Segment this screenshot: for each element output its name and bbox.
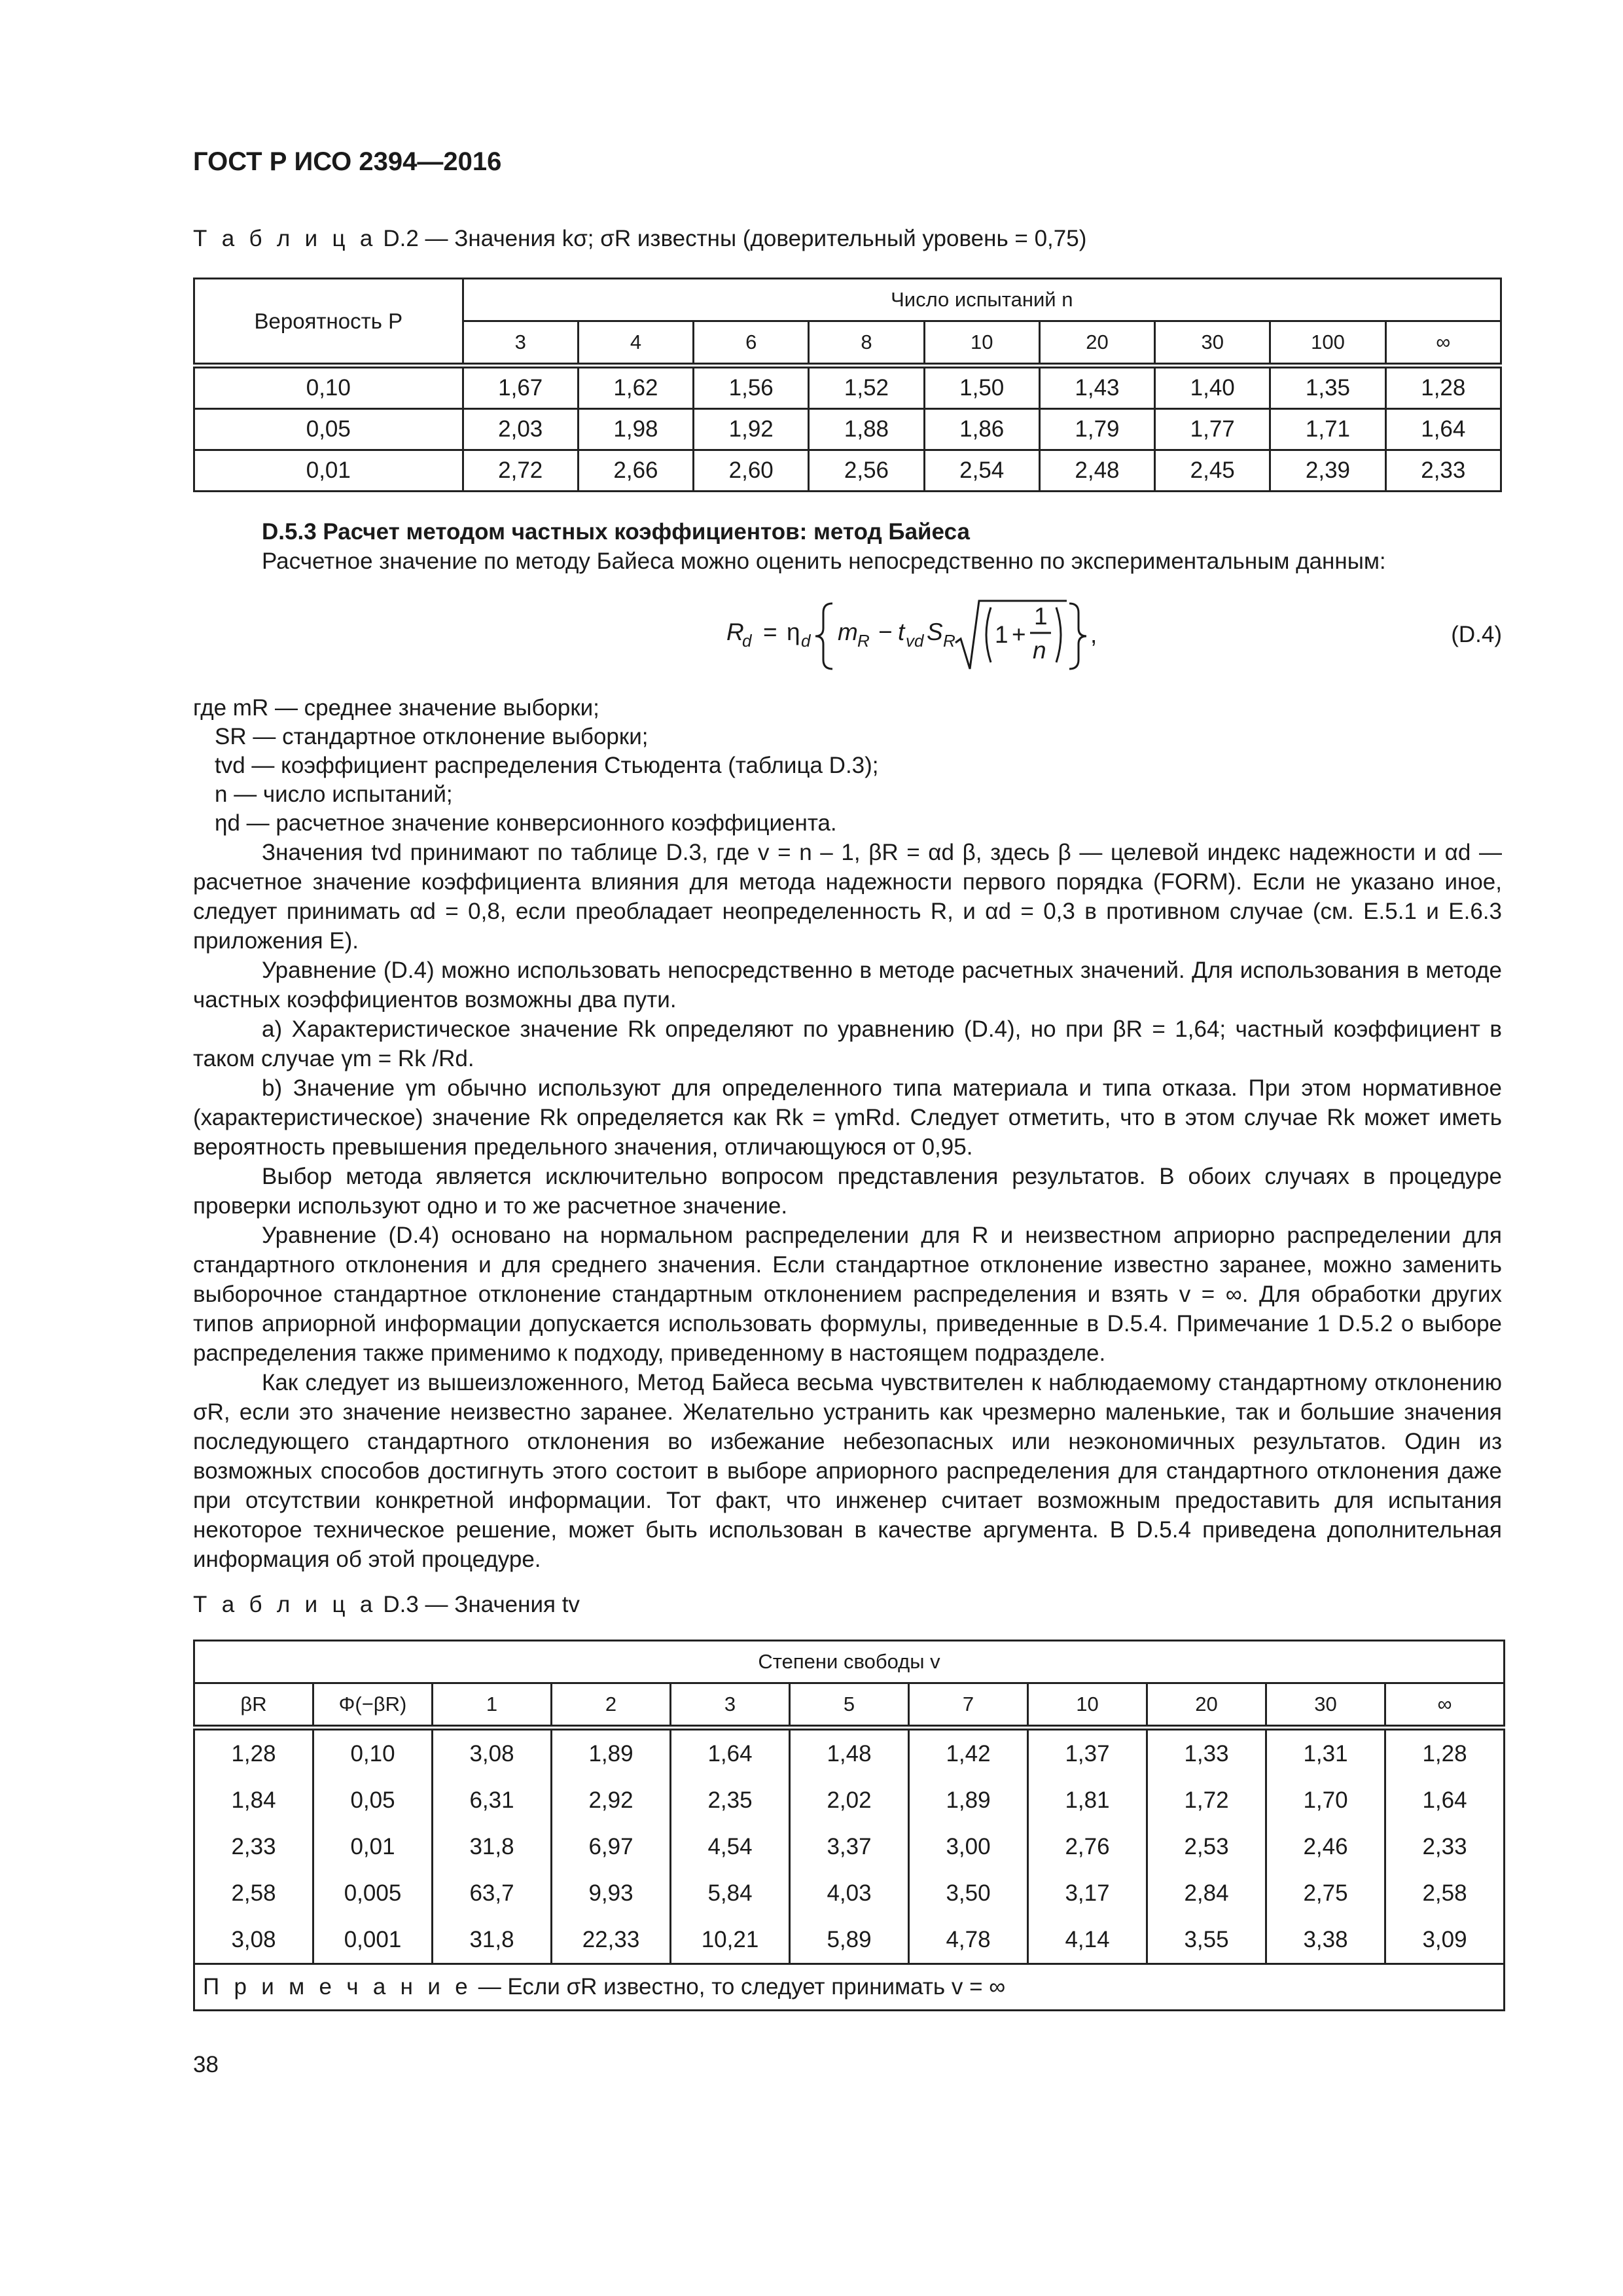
value-cell: 6,97 (552, 1823, 671, 1870)
svg-text:d: d (742, 631, 752, 651)
column-header: 3 (671, 1683, 790, 1728)
header-degrees-of-freedom: Степени свободы v (194, 1641, 1505, 1683)
svg-text:=: = (763, 619, 777, 645)
value-cell: 63,7 (433, 1870, 552, 1916)
value-cell: 22,33 (552, 1916, 671, 1964)
value-cell: 5,89 (790, 1916, 909, 1964)
column-header: 20 (1147, 1683, 1266, 1728)
paragraph: b) Значение γm обычно используют для определенного типа материала и типа отказа. При этом нормативное (характеристическое) значение Rk определяется как Rk = γmRd. Следует отметить, что в этом случае Rk может иметь вероятность превышения предельного значения, отличающуюся от 0,95. (193, 1075, 1502, 1160)
caption-text: D.2 — Значения kσ; σR известны (доверительный уровень = 0,75) (383, 226, 1087, 251)
definition-item: n — число испытаний; (215, 781, 453, 807)
value-cell: 1,28 (1385, 1728, 1505, 1778)
value-cell: 2,58 (1385, 1870, 1505, 1916)
value-cell: 5,84 (671, 1870, 790, 1916)
table-row (194, 1777, 1505, 1823)
value-cell: 1,35 (1270, 366, 1385, 409)
svg-text:t: t (898, 619, 905, 645)
value-cell: 1,67 (463, 366, 578, 409)
paragraph: a) Характеристическое значение Rk определяют по уравнению (D.4), но при βR = 1,64; частный коэффициент в таком случае γm = Rk /Rd. (193, 1016, 1502, 1071)
probability-cell: 0,01 (194, 450, 463, 492)
value-cell: 3,08 (433, 1728, 552, 1778)
value-cell: 2,75 (1266, 1870, 1385, 1916)
formula-graphic (726, 589, 1502, 681)
definition-item: SR — стандартное отклонение выборки; (215, 724, 649, 749)
value-cell: 1,79 (1039, 409, 1154, 450)
value-cell: 2,60 (694, 450, 809, 492)
caption-prefix: Т а б л и ц а (193, 226, 377, 251)
column-header: 10 (924, 321, 1039, 366)
svg-text:m: m (838, 619, 858, 645)
value-cell: 2,66 (578, 450, 693, 492)
column-header: 30 (1266, 1683, 1385, 1728)
value-cell: 31,8 (433, 1823, 552, 1870)
svg-text:1: 1 (1034, 603, 1048, 630)
value-cell: 1,43 (1039, 366, 1154, 409)
paragraph: Уравнение (D.4) основано на нормальном распределении для R и неизвестном априорно распределении для стандартного отклонения и для среднего значения. Если стандартное отклонение известно заранее, можно заменить выборочное стандартное отклонение стандартным отклонением распределения и взять v = ∞. Для обработки других типов априорной информации допускается использовать формулы, приведенные в D.5.4. Примечание 1 D.5.2 о выборе распределения также применимо к подходу, приведенному в настоящем подразделе. (193, 1223, 1502, 1366)
header-trials: Число испытаний n (463, 279, 1501, 321)
value-cell: 4,78 (909, 1916, 1028, 1964)
value-cell: 3,55 (1147, 1916, 1266, 1964)
note-text: — Если σR известно, то следует принимать v = ∞ (478, 1974, 1006, 2000)
value-cell: 1,33 (1147, 1728, 1266, 1778)
value-cell: 31,8 (433, 1916, 552, 1964)
value-cell: 2,92 (552, 1777, 671, 1823)
column-header: ∞ (1385, 321, 1501, 366)
value-cell: 2,03 (463, 409, 578, 450)
value-cell: 3,37 (790, 1823, 909, 1870)
formula-d4 (726, 589, 1502, 681)
value-cell: 2,84 (1147, 1870, 1266, 1916)
value-cell: 1,81 (1028, 1777, 1147, 1823)
definition-item: tvd — коэффициент распределения Стьюдента (таблица D.3); (215, 753, 879, 778)
value-cell: 2,46 (1266, 1823, 1385, 1870)
body-paragraphs (193, 838, 1502, 1574)
svg-text:+: + (1012, 621, 1026, 648)
column-header: 10 (1028, 1683, 1147, 1728)
value-cell: 1,64 (1385, 1777, 1505, 1823)
beta-cell: 1,28 (194, 1728, 313, 1778)
value-cell: 2,35 (671, 1777, 790, 1823)
svg-text:S: S (927, 619, 943, 645)
column-header: 20 (1039, 321, 1154, 366)
paragraph: Как следует из вышеизложенного, Метод Байеса весьма чувствителен к наблюдаемому стандартному отклонению σR, если это значение неизвестно заранее. Желательно устранить как чрезмерно маленькие, так и большие значения последующего стандартного отклонения во избежание небезопасных или неэкономичных результатов. Один из возможных способов достигнуть этого состоит в выборе априорного распределения для стандартного отклонения даже при отсутствии конкретной информации. Тот факт, что инженер считает возможным предоставить для испытания некоторое техническое решение, может быть использован в качестве аргумента. В D.5.4 приведена дополнительная информация об этой процедуре. (193, 1370, 1502, 1572)
table-row (194, 1870, 1505, 1916)
value-cell: 1,42 (909, 1728, 1028, 1778)
value-cell: 1,72 (1147, 1777, 1266, 1823)
table-row (194, 1823, 1505, 1870)
table-row (194, 1916, 1505, 1964)
value-cell: 1,86 (924, 409, 1039, 450)
column-header: 7 (909, 1683, 1028, 1728)
header-phi: Φ(−βR) (313, 1683, 433, 1728)
phi-cell: 0,01 (313, 1823, 433, 1870)
column-header: 1 (433, 1683, 552, 1728)
value-cell: 2,54 (924, 450, 1039, 492)
value-cell: 2,45 (1155, 450, 1270, 492)
table-d3 (193, 1640, 1505, 2011)
column-header: 6 (694, 321, 809, 366)
column-header: 100 (1270, 321, 1385, 366)
value-cell: 2,72 (463, 450, 578, 492)
column-header: 4 (578, 321, 693, 366)
svg-text:,: , (1090, 621, 1097, 648)
paragraph: Выбор метода является исключительно вопросом представления результатов. В обоих случаях в процедуре проверки используют одно и то же расчетное значение. (193, 1164, 1502, 1219)
table-row (194, 1728, 1505, 1778)
value-cell: 3,09 (1385, 1916, 1505, 1964)
value-cell: 2,02 (790, 1777, 909, 1823)
value-cell: 10,21 (671, 1916, 790, 1964)
svg-text:R: R (726, 619, 744, 645)
svg-text:R: R (943, 631, 955, 651)
column-header: 5 (790, 1683, 909, 1728)
value-cell: 1,92 (694, 409, 809, 450)
value-cell: 1,77 (1155, 409, 1270, 450)
definition-item: где mR — среднее значение выборки; (193, 695, 599, 721)
value-cell: 9,93 (552, 1870, 671, 1916)
probability-cell: 0,05 (194, 409, 463, 450)
value-cell: 1,89 (552, 1728, 671, 1778)
value-cell: 2,76 (1028, 1823, 1147, 1870)
value-cell: 1,48 (790, 1728, 909, 1778)
value-cell: 1,70 (1266, 1777, 1385, 1823)
beta-cell: 2,33 (194, 1823, 313, 1870)
phi-cell: 0,10 (313, 1728, 433, 1778)
value-cell: 1,52 (809, 366, 924, 409)
phi-cell: 0,005 (313, 1870, 433, 1916)
probability-cell: 0,10 (194, 366, 463, 409)
definition-item: ηd — расчетное значение конверсионного коэффициента. (215, 810, 837, 836)
formula-number: (D.4) (1451, 622, 1502, 647)
table-row (194, 450, 1501, 492)
header-probability: Вероятность P (194, 279, 463, 366)
column-header: 3 (463, 321, 578, 366)
value-cell: 4,54 (671, 1823, 790, 1870)
value-cell: 3,00 (909, 1823, 1028, 1870)
value-cell: 1,88 (809, 409, 924, 450)
value-cell: 2,33 (1385, 1823, 1505, 1870)
section-intro-text: Расчетное значение по методу Байеса можно оценить непосредственно по экспериментальным данным: (262, 548, 1386, 574)
svg-text:vd: vd (906, 631, 924, 651)
column-header: ∞ (1385, 1683, 1505, 1728)
beta-cell: 1,84 (194, 1777, 313, 1823)
svg-text:R: R (857, 631, 870, 651)
value-cell: 2,39 (1270, 450, 1385, 492)
svg-text:n: n (1033, 637, 1046, 664)
note-prefix: П р и м е ч а н и е (203, 1974, 472, 2000)
value-cell: 3,38 (1266, 1916, 1385, 1964)
page-number: 38 (193, 2052, 219, 2077)
svg-text:η: η (787, 619, 800, 645)
value-cell: 2,33 (1385, 450, 1501, 492)
paragraph: Значения tvd принимают по таблице D.3, где v = n – 1, βR = αd β, здесь β — целевой индекс надежности и αd — расчетное значение коэффициента влияния для метода надежности первого порядка (FORM). Если не указано иное, следует принимать αd = 0,8, если преобладает неопределенность R, и αd = 0,3 в противном случае (см. E.5.1 и E.6.3 приложения E). (193, 840, 1502, 954)
value-cell: 6,31 (433, 1777, 552, 1823)
value-cell: 1,56 (694, 366, 809, 409)
table-note (194, 1964, 1505, 2011)
value-cell: 2,48 (1039, 450, 1154, 492)
value-cell: 3,17 (1028, 1870, 1147, 1916)
value-cell: 1,64 (1385, 409, 1501, 450)
svg-text:−: − (878, 619, 893, 645)
value-cell: 3,50 (909, 1870, 1028, 1916)
table-d2 (193, 278, 1502, 492)
value-cell: 1,37 (1028, 1728, 1147, 1778)
table-row (194, 366, 1501, 409)
caption-text: D.3 — Значения tv (383, 1592, 580, 1617)
svg-text:d: d (801, 631, 811, 651)
svg-text:1: 1 (995, 621, 1008, 648)
value-cell: 4,14 (1028, 1916, 1147, 1964)
section-heading: D.5.3 Расчет методом частных коэффициентов: метод Байеса (262, 519, 970, 545)
paragraph: Уравнение (D.4) можно использовать непосредственно в методе расчетных значений. Для использования в методе частных коэффициентов возможны два пути. (193, 958, 1502, 1013)
value-cell: 1,28 (1385, 366, 1501, 409)
value-cell: 1,31 (1266, 1728, 1385, 1778)
table-d3-caption (193, 1592, 580, 1618)
header-beta: βR (194, 1683, 313, 1728)
column-header: 30 (1155, 321, 1270, 366)
value-cell: 1,64 (671, 1728, 790, 1778)
value-cell: 1,98 (578, 409, 693, 450)
beta-cell: 2,58 (194, 1870, 313, 1916)
beta-cell: 3,08 (194, 1916, 313, 1964)
value-cell: 1,40 (1155, 366, 1270, 409)
phi-cell: 0,05 (313, 1777, 433, 1823)
column-header: 2 (552, 1683, 671, 1728)
value-cell: 4,03 (790, 1870, 909, 1916)
phi-cell: 0,001 (313, 1916, 433, 1964)
value-cell: 1,89 (909, 1777, 1028, 1823)
definitions-list (193, 694, 1502, 838)
caption-prefix: Т а б л и ц а (193, 1592, 377, 1617)
value-cell: 1,71 (1270, 409, 1385, 450)
column-header: 8 (809, 321, 924, 366)
value-cell: 1,62 (578, 366, 693, 409)
value-cell: 2,56 (809, 450, 924, 492)
value-cell: 1,50 (924, 366, 1039, 409)
value-cell: 2,53 (1147, 1823, 1266, 1870)
table-row (194, 409, 1501, 450)
document-header: ГОСТ Р ИСО 2394—2016 (193, 147, 502, 176)
section-intro (193, 517, 1502, 576)
table-d2-caption (193, 226, 1086, 252)
